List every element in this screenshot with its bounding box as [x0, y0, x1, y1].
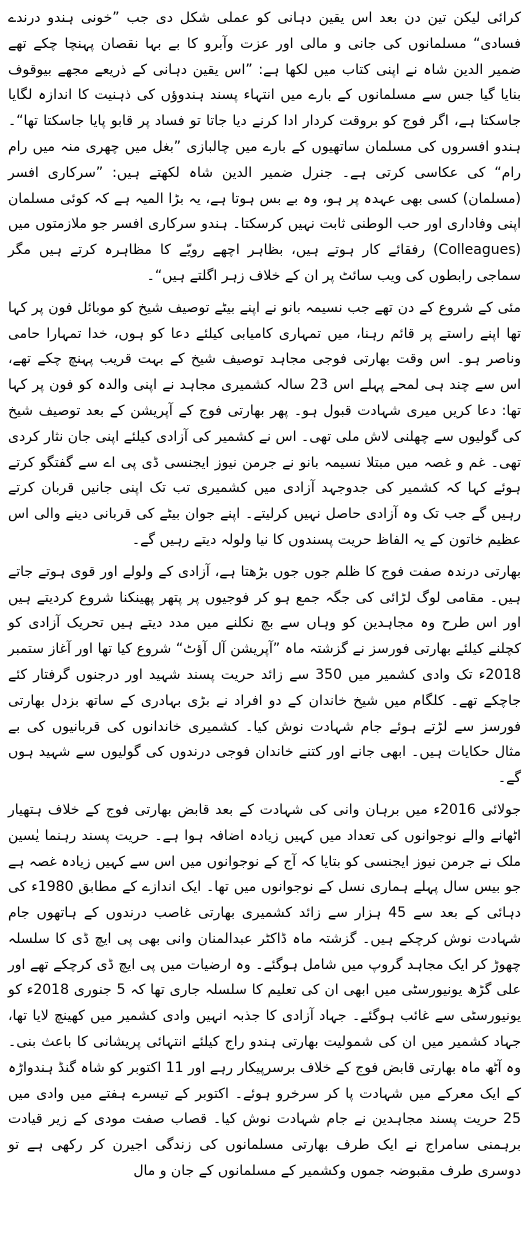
paragraph-1: کرائی لیکن تین دن بعد اس یقین دہانی کو عملی شکل دی جب ”خونی ہندو درندے فسادی“ مسلمانوں کی جانی و مالی اور عزت وآبرو کا بے بہا نقصان پہنچا چکے تھے ضمیر الدین شاہ نے اپنی کتاب میں لکھا ہے: ”اس یقین دہانی کے ذریعے مجھے بیوقوف بنایا گیا جس سے مسلمانوں کے بارے میں انتہاء پسند ہندوؤں کی ذہنیت کا اندازہ لگایا جاسکتا ہے، اگر فوج کو بروقت کردار ادا کرنے دیا جاتا تو فساد پر قابو پایا جاسکتا تھا“۔ ہندو افسروں کی مسلمان ساتھیوں کے بارے میں چالبازی ”بغل میں چھری منہ میں رام رام“ کی عکاسی کرتی ہے۔ جنرل ضمیر الدین شاہ لکھتے ہیں: ”سرکاری افسر (مسلمان) کسی بھی عہدہ پر ہو، وہ بے بس ہوتا ہے، یہ بڑا المیہ ہے کہ کوئی مسلمان اپنی وفاداری اور حب الوطنی ثابت نہیں کرسکتا۔ ہندو سرکاری افسر جو ملازمتوں میں (Colleagues) رفقائے کار ہوتے ہیں، بظاہر اچھے رویّے کا مظاہرہ کرتے ہیں مگر سماجی رابطوں کی ویب سائٹ پر ان کے خلاف زہر اگلتے ہیں“۔	[8, 10, 521, 284]
paragraph-3: بھارتی درندہ صفت فوج کا ظلم جوں جوں بڑھتا ہے، آزادی کے ولولے اور قوی ہوتے جاتے ہیں۔ مقامی لوگ لڑائی کی جگہ جمع ہو کر فوجیوں پر پتھر پھینکنا شروع کردیتے ہیں اور اس طرح وہ مجاہدین کو وہاں سے بچ نکلنے میں مدد دیتے ہیں تحریک آزادی کو کچلنے کیلئے بھارتی فورسز نے گزشتہ ماہ ”آپریشن آل آؤٹ“ شروع کیا تھا اور آغاز ستمبر 2018ء تک وادی کشمیر میں 350 سے زائد حریت پسند شہید اور درجنوں گرفتار کئے جاچکے تھے۔ کلگام میں شیخ خاندان کے دو افراد نے بڑی بہادری کے ساتھ بزدل بھارتی فورسز سے لڑتے ہوئے جام شہادت نوش کیا۔ کشمیری خاندانوں کی قربانیوں کی بے مثال حکایات ہیں۔ ابھی جانے اور کتنے خاندان فوجی درندوں کی گولیوں سے شہید ہوں گے۔	[8, 563, 522, 787]
paragraph-2: مئی کے شروع کے دن تھے جب نسیمہ بانو نے اپنے بیٹے توصیف شیخ کو موبائل فون پر کہا تھا اپنے راستے پر قائم رہنا، میں تمہاری کامیابی کیلئے دعا کو ہوں، خدا تمہارا حامی وناصر ہو۔ اس وقت بھارتی فوجی مجاہد توصیف شیخ کے بہت قریب پہنچ چکے تھے، اس سے چند ہی لمحے پہلے اس 23 سالہ کشمیری مجاہد نے اپنی والدہ کو فون پر کہا تھا: دعا کریں میری شہادت قبول ہو۔ پھر بھارتی فوج کے آپریشن کے بعد توصیف شیخ کی گولیوں سے چھلنی لاش ملی تھی۔ اس نے کشمیر کی آزادی کیلئے اپنی جان نثار کردی تھی۔ غم و غصہ میں مبتلا نسیمہ بانو نے جرمن نیوز ایجنسی ڈی پی اے سے گفتگو کرتے ہوئے کہا کہ کشمیر کی جدوجہد آزادی میں کشمیری تب تک اپنی جانیں قربان کرتے رہیں گے جب تک وہ آزادی حاصل نہیں کرلیتے۔ اپنے جوان بیٹے کی قربانی دینے والی اس عظیم خاتون کے یہ الفاظ حریت پسندوں کا نیا ولولہ دیتے رہیں گے۔	[8, 299, 521, 548]
paragraph-4: جولائی 2016ء میں برہان وانی کی شہادت کے بعد قابض بھارتی فوج کے خلاف ہتھیار اٹھانے والے نوجوانوں کی تعداد میں کہیں زیادہ اضافہ ہوا ہے۔ حریت پسند رہنما یٰسین ملک نے جرمن نیوز ایجنسی کو بتایا کہ آج کے نوجوانوں میں اس سے کہیں زیادہ غصہ ہے جو بیس سال پہلے ہماری نسل کے نوجوانوں میں تھا۔ ایک اندازے کے مطابق 1980ء کی دہائی کے بعد سے 45 ہزار سے زائد کشمیری بھارتی غاصب درندوں کے ہاتھوں جام شہادت نوش کرچکے ہیں۔ گزشتہ ماہ ڈاکٹر عبدالمنان وانی بھی پی ایچ ڈی کا سلسلہ چھوڑ کر ایک مجاہد گروپ میں شامل ہوگئے۔ وہ ارضیات میں پی ایچ ڈی کرچکے تھے اور علی گڑھ یونیورسٹی میں ابھی ان کی تعلیم کا سلسلہ جاری تھا کہ 5 جنوری 2018ء کو یونیورسٹی سے غائب ہوگئے۔ جہاد آزادی کا جذبہ انہیں وادی کشمیر میں کھینچ لایا تھا، جہاد کشمیر میں ان کی شمولیت بھارتی ہندو راج کیلئے انتہائی پریشانی کا باعث بنی۔ وہ آٹھ ماہ بھارتی قابض فوج کے خلاف برسرپیکار رہے اور 11 اکتوبر کو شاہ گنڈ ہندواڑہ کے ایک معرکے میں شہادت پا کر سرخرو ہوئے۔ اکتوبر کے تیسرے ہفتے میں وادی میں 25 حریت پسند مجاہدین نے جام شہادت نوش کیا۔ قصاب صفت مودی کے زیر قیادت برہمنی سامراج نے ایک طرف بھارتی مسلمانوں کی زندگی اجیرن کر رکھی ہے تو دوسری طرف مقبوضہ جموں وکشمیر کے مسلمانوں کے جان و مال	[8, 801, 522, 1180]
